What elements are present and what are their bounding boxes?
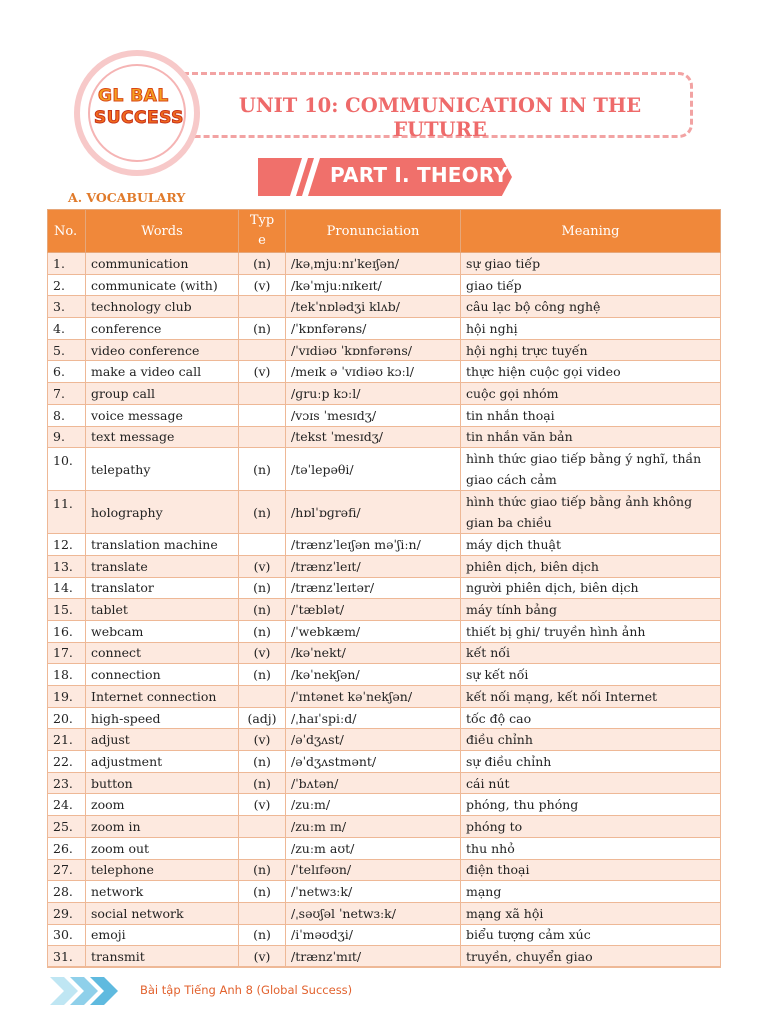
section-heading: A. VOCABULARY [68, 190, 186, 205]
cell-word: social network [86, 902, 239, 924]
cell-pronunciation: /trænzˈleɪʃən məˈʃiːn/ [286, 534, 461, 556]
cell-type [239, 383, 286, 405]
cell-meaning: sự kết nối [461, 664, 721, 686]
cell-type [239, 686, 286, 708]
cell-no: 26. [48, 837, 86, 859]
cell-no: 29. [48, 902, 86, 924]
table-row [48, 274, 721, 296]
cell-meaning: kết nối mạng, kết nối Internet [461, 686, 721, 708]
cell-no: 14. [48, 577, 86, 599]
cell-word: holography [86, 491, 239, 534]
cell-no: 24. [48, 794, 86, 816]
cell-no: 17. [48, 642, 86, 664]
cell-type: (n) [239, 924, 286, 946]
cell-no: 6. [48, 361, 86, 383]
cell-pronunciation: /trænzˈleɪt/ [286, 555, 461, 577]
footer-text: Bài tập Tiếng Anh 8 (Global Success) [140, 983, 353, 997]
cell-type: (v) [239, 555, 286, 577]
table-header-row [48, 210, 721, 253]
cell-word: tablet [86, 599, 239, 621]
cell-word: communication [86, 253, 239, 275]
cell-type: (n) [239, 772, 286, 794]
cell-pronunciation: /ˌsəʊʃəl ˈnetwɜːk/ [286, 902, 461, 924]
table-row [48, 534, 721, 556]
table-row [48, 837, 721, 859]
cell-word: connect [86, 642, 239, 664]
cell-word: communicate (with) [86, 274, 239, 296]
cell-meaning: truyền, chuyển giao [461, 946, 721, 968]
cell-no: 31. [48, 946, 86, 968]
cell-word: zoom [86, 794, 239, 816]
cell-meaning: cái nút [461, 772, 721, 794]
cell-pronunciation: /zuːm ɪn/ [286, 816, 461, 838]
cell-no: 21. [48, 729, 86, 751]
cell-type: (n) [239, 599, 286, 621]
cell-no: 23. [48, 772, 86, 794]
cell-pronunciation: /ˈwebkæm/ [286, 620, 461, 642]
cell-no: 25. [48, 816, 86, 838]
header-pronunciation: Pronunciation [286, 210, 461, 253]
cell-type: (n) [239, 751, 286, 773]
cell-word: emoji [86, 924, 239, 946]
cell-type: (n) [239, 318, 286, 340]
global-success-logo [94, 82, 186, 138]
cell-word: translator [86, 577, 239, 599]
cell-type: (v) [239, 361, 286, 383]
cell-pronunciation: /tekst ˈmesɪdʒ/ [286, 426, 461, 448]
cell-meaning: điện thoại [461, 859, 721, 881]
cell-no: 27. [48, 859, 86, 881]
cell-pronunciation: /kəˈmjuːnɪkeɪt/ [286, 274, 461, 296]
cell-word: translation machine [86, 534, 239, 556]
part-label: PART I. THEORY [330, 163, 509, 187]
table-row [48, 881, 721, 903]
cell-no: 18. [48, 664, 86, 686]
cell-type: (n) [239, 448, 286, 491]
cell-meaning: điều chỉnh [461, 729, 721, 751]
cell-no: 5. [48, 339, 86, 361]
cell-pronunciation: /ˈtæblət/ [286, 599, 461, 621]
cell-word: translate [86, 555, 239, 577]
cell-no: 7. [48, 383, 86, 405]
cell-word: connection [86, 664, 239, 686]
cell-pronunciation: /zuːm/ [286, 794, 461, 816]
cell-meaning: mạng xã hội [461, 902, 721, 924]
cell-pronunciation: /trænzˈleɪtər/ [286, 577, 461, 599]
logo-line-2: SUCCESS [94, 108, 184, 128]
cell-meaning: tốc độ cao [461, 707, 721, 729]
table-row [48, 946, 721, 968]
cell-word: conference [86, 318, 239, 340]
cell-meaning: người phiên dịch, biên dịch [461, 577, 721, 599]
table-row [48, 253, 721, 275]
cell-type [239, 339, 286, 361]
cell-no: 9. [48, 426, 86, 448]
cell-word: network [86, 881, 239, 903]
cell-type: (v) [239, 642, 286, 664]
cell-word: telepathy [86, 448, 239, 491]
cell-meaning: thực hiện cuộc gọi video [461, 361, 721, 383]
cell-meaning: máy dịch thuật [461, 534, 721, 556]
cell-pronunciation: /ˈvɪdiəʊ ˈkɒnfərəns/ [286, 339, 461, 361]
cell-type: (v) [239, 274, 286, 296]
table-row [48, 448, 721, 491]
cell-no: 8. [48, 404, 86, 426]
cell-type [239, 837, 286, 859]
cell-meaning: hình thức giao tiếp bằng ảnh không gian ba chiều [461, 491, 721, 534]
cell-word: technology club [86, 296, 239, 318]
table-row [48, 491, 721, 534]
cell-pronunciation: /hɒlˈɒɡrəfi/ [286, 491, 461, 534]
cell-word: webcam [86, 620, 239, 642]
cell-word: voice message [86, 404, 239, 426]
cell-pronunciation: /ɡruːp kɔːl/ [286, 383, 461, 405]
cell-no: 30. [48, 924, 86, 946]
table-row [48, 772, 721, 794]
cell-meaning: sự điều chỉnh [461, 751, 721, 773]
cell-type [239, 816, 286, 838]
table-row [48, 686, 721, 708]
chevron-right-icon [50, 977, 122, 1005]
cell-no: 12. [48, 534, 86, 556]
header-type [239, 210, 286, 253]
cell-no: 3. [48, 296, 86, 318]
cell-word: group call [86, 383, 239, 405]
header-type-label: Type [249, 213, 275, 248]
cell-word: text message [86, 426, 239, 448]
banner-stripes-icon [280, 158, 328, 196]
table-row [48, 642, 721, 664]
cell-no: 16. [48, 620, 86, 642]
cell-meaning: máy tính bảng [461, 599, 721, 621]
cell-meaning: hình thức giao tiếp bằng ý nghĩ, thần giao cách cảm [461, 448, 721, 491]
cell-no: 1. [48, 253, 86, 275]
cell-no: 15. [48, 599, 86, 621]
cell-type: (n) [239, 664, 286, 686]
cell-pronunciation: /əˈdʒʌst/ [286, 729, 461, 751]
cell-word: video conference [86, 339, 239, 361]
header-no: No. [48, 210, 86, 253]
cell-type [239, 534, 286, 556]
table-row [48, 816, 721, 838]
cell-word: button [86, 772, 239, 794]
cell-no: 4. [48, 318, 86, 340]
cell-word: adjust [86, 729, 239, 751]
cell-word: zoom out [86, 837, 239, 859]
cell-pronunciation: /tekˈnɒlədʒi klʌb/ [286, 296, 461, 318]
cell-no: 10. [48, 448, 86, 491]
cell-word: Internet connection [86, 686, 239, 708]
cell-word: make a video call [86, 361, 239, 383]
cell-meaning: phiên dịch, biên dịch [461, 555, 721, 577]
cell-word: telephone [86, 859, 239, 881]
cell-no: 20. [48, 707, 86, 729]
header-words: Words [86, 210, 239, 253]
cell-meaning: thu nhỏ [461, 837, 721, 859]
cell-no: 2. [48, 274, 86, 296]
cell-pronunciation: /ˈkɒnfərəns/ [286, 318, 461, 340]
table-row [48, 924, 721, 946]
cell-meaning: cuộc gọi nhóm [461, 383, 721, 405]
table-row [48, 859, 721, 881]
table-row [48, 361, 721, 383]
cell-meaning: thiết bị ghi/ truyền hình ảnh [461, 620, 721, 642]
cell-meaning: biểu tượng cảm xúc [461, 924, 721, 946]
cell-pronunciation: /meɪk ə ˈvɪdiəʊ kɔːl/ [286, 361, 461, 383]
logo-line-1: GL BAL [98, 86, 169, 106]
cell-word: zoom in [86, 816, 239, 838]
footer-divider [47, 966, 720, 967]
table-row [48, 318, 721, 340]
table-row [48, 599, 721, 621]
table-row [48, 555, 721, 577]
header-meaning: Meaning [461, 210, 721, 253]
cell-word: adjustment [86, 751, 239, 773]
cell-pronunciation: /vɔɪs ˈmesɪdʒ/ [286, 404, 461, 426]
unit-title: UNIT 10: COMMUNICATION IN THE FUTURE [238, 94, 642, 141]
table-row [48, 751, 721, 773]
table-row [48, 383, 721, 405]
cell-meaning: tin nhắn văn bản [461, 426, 721, 448]
table-row [48, 729, 721, 751]
cell-no: 11. [48, 491, 86, 534]
cell-meaning: sự giao tiếp [461, 253, 721, 275]
cell-type: (n) [239, 859, 286, 881]
cell-pronunciation: /təˈlepəθi/ [286, 448, 461, 491]
cell-type: (n) [239, 253, 286, 275]
cell-no: 22. [48, 751, 86, 773]
table-body [48, 253, 721, 968]
cell-pronunciation: /ˈnetwɜːk/ [286, 881, 461, 903]
table-row [48, 794, 721, 816]
cell-type: (n) [239, 620, 286, 642]
cell-pronunciation: /ˌhaɪˈspiːd/ [286, 707, 461, 729]
cell-meaning: phóng to [461, 816, 721, 838]
cell-meaning: câu lạc bộ công nghệ [461, 296, 721, 318]
cell-word: transmit [86, 946, 239, 968]
table-row [48, 577, 721, 599]
cell-type [239, 902, 286, 924]
cell-no: 13. [48, 555, 86, 577]
cell-pronunciation: /ˈɪntənet kəˈnekʃən/ [286, 686, 461, 708]
cell-type: (n) [239, 491, 286, 534]
table-row [48, 620, 721, 642]
cell-type: (n) [239, 577, 286, 599]
cell-pronunciation: /trænzˈmɪt/ [286, 946, 461, 968]
cell-type: (adj) [239, 707, 286, 729]
cell-meaning: giao tiếp [461, 274, 721, 296]
table-row [48, 296, 721, 318]
cell-type [239, 296, 286, 318]
cell-pronunciation: /kəˈnekʃən/ [286, 664, 461, 686]
cell-type: (v) [239, 946, 286, 968]
cell-meaning: kết nối [461, 642, 721, 664]
cell-pronunciation: /kəˈnekt/ [286, 642, 461, 664]
cell-pronunciation: /əˈdʒʌstmənt/ [286, 751, 461, 773]
cell-no: 19. [48, 686, 86, 708]
table-row [48, 664, 721, 686]
table-row [48, 707, 721, 729]
table-row [48, 426, 721, 448]
cell-meaning: hội nghị trực tuyến [461, 339, 721, 361]
cell-pronunciation: /zuːm aʊt/ [286, 837, 461, 859]
cell-pronunciation: /kəˌmjuːnɪˈkeɪʃən/ [286, 253, 461, 275]
cell-meaning: phóng, thu phóng [461, 794, 721, 816]
cell-type [239, 426, 286, 448]
cell-pronunciation: /ˈtelɪfəʊn/ [286, 859, 461, 881]
cell-pronunciation: /ˈbʌtən/ [286, 772, 461, 794]
table-row [48, 902, 721, 924]
cell-meaning: mạng [461, 881, 721, 903]
table-row [48, 339, 721, 361]
cell-pronunciation: /iˈməʊdʒi/ [286, 924, 461, 946]
cell-type: (v) [239, 729, 286, 751]
table-row [48, 404, 721, 426]
cell-type: (v) [239, 794, 286, 816]
cell-type [239, 404, 286, 426]
cell-word: high-speed [86, 707, 239, 729]
cell-no: 28. [48, 881, 86, 903]
cell-meaning: tin nhắn thoại [461, 404, 721, 426]
cell-meaning: hội nghị [461, 318, 721, 340]
vocabulary-table [47, 209, 721, 968]
cell-type: (n) [239, 881, 286, 903]
